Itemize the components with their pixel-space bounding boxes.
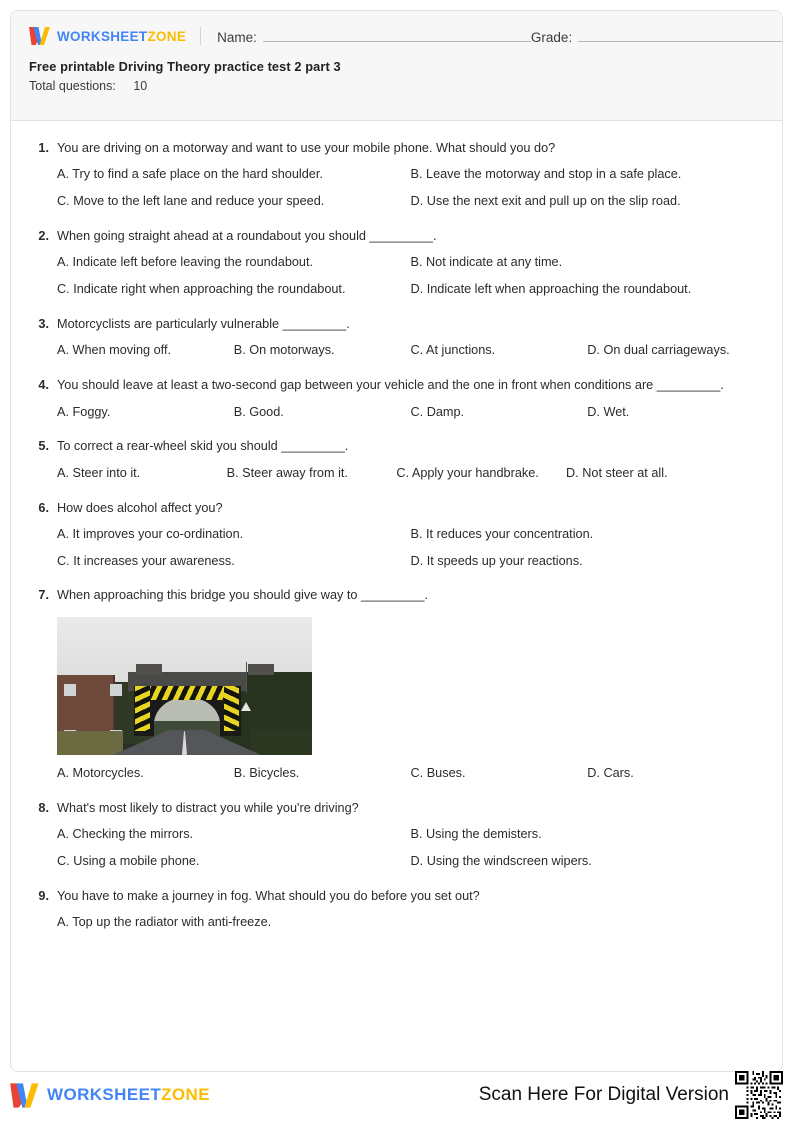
question-number: 1. [38,141,49,155]
option-a[interactable]: A. Indicate left before leaving the roundabout. [57,255,314,270]
question-number: 3. [38,316,49,331]
footer-wordmark-zone: ZONE [161,1085,210,1104]
scan-block[interactable] [479,1071,783,1119]
option-row [57,853,764,871]
option-a[interactable]: A. Motorcycles. [57,765,144,780]
photo-chevron-marking-left [135,686,150,732]
question-text: When approaching this bridge you should give way to _________. [57,588,429,603]
question-heading [29,139,764,157]
grade-input-line[interactable] [578,28,783,42]
option-a[interactable]: A. Foggy. [57,404,111,419]
option-row [57,254,764,272]
question-number: 7. [38,588,49,603]
option-a[interactable]: A. Steer into it. [57,465,141,480]
footer-brand-logo[interactable] [10,1082,210,1109]
total-questions-value: 10 [133,79,148,93]
worksheet-footer [10,1074,783,1116]
question-heading [29,499,764,517]
option-b[interactable]: B. Leave the motorway and stop in a safe place. [410,167,682,182]
option-c[interactable]: C. At junctions. [410,343,496,358]
question-heading [29,315,764,333]
brand-logo[interactable] [29,26,186,46]
question-item [29,799,764,871]
question-text: What's most likely to distract you while you're driving? [57,800,359,815]
scan-label: Scan Here For Digital Version [478,1084,729,1105]
question-text: You have to make a journey in fog. What should you do before you set out? [57,888,480,903]
option-row [57,404,764,422]
worksheet-header [11,11,782,121]
header-divider [200,27,201,45]
question-number: 2. [38,228,49,243]
option-b[interactable]: B. On motorways. [233,343,335,358]
option-a[interactable]: A. Top up the radiator with anti-freeze. [57,915,272,930]
grade-field[interactable] [531,28,783,45]
option-b[interactable]: B. Good. [233,404,284,419]
option-row [57,914,764,932]
photo-verge-right [251,729,312,755]
question-item [29,887,764,932]
option-row [57,465,764,483]
question-item [29,437,764,482]
option-row [57,826,764,844]
brand-wordmark [57,29,186,44]
header-top-row [11,11,782,47]
question-text: To correct a rear-wheel skid you should _________. [57,439,349,454]
questions-list [11,121,782,932]
option-c[interactable]: C. Indicate right when approaching the roundabout. [57,282,346,297]
option-d[interactable]: D. Not steer at all. [566,465,668,480]
question-item [29,315,764,360]
question-text: How does alcohol affect you? [57,500,223,515]
question-heading [29,227,764,245]
question-options [29,342,764,360]
question-item [29,376,764,421]
option-row [57,166,764,184]
question-options [29,526,764,571]
question-options [29,765,764,783]
question-text: When going straight ahead at a roundabout you should _________. [57,228,437,243]
footer-brand-wordmark [47,1085,210,1105]
question-options [29,404,764,422]
option-d[interactable]: D. Using the windscreen wipers. [410,853,592,868]
question-options [29,465,764,483]
option-d[interactable]: D. On dual carriageways. [587,343,730,358]
option-d[interactable]: D. Wet. [587,404,630,419]
option-c[interactable]: C. Move to the left lane and reduce your speed. [57,194,325,209]
question-number: 9. [38,888,49,903]
total-questions-row [29,79,764,93]
photo-brick-building [57,675,115,738]
photo-bridge-parapet [136,664,162,675]
photo-verge-left [57,731,123,754]
option-row [57,526,764,544]
question-heading [29,586,764,604]
page-title: Free printable Driving Theory practice test 2 part 3 [29,59,341,74]
question-number: 4. [38,378,49,393]
option-a[interactable]: A. Checking the mirrors. [57,827,194,842]
question-options [29,254,764,299]
grade-label: Grade: [530,29,573,45]
total-questions-label: Total questions: [29,79,116,93]
option-d[interactable]: D. It speeds up your reactions. [410,553,583,568]
worksheet-page [10,10,783,1072]
name-input-line[interactable] [263,28,531,42]
question-number: 8. [38,800,49,815]
worksheet-zone-logo-icon [29,26,51,46]
name-field[interactable] [217,28,531,45]
brand-wordmark-worksheet: WORKSHEET [57,28,148,44]
option-d[interactable]: D. Cars. [587,765,634,780]
option-b[interactable]: B. Bicycles. [233,765,300,780]
option-d[interactable]: D. Use the next exit and pull up on the slip road. [410,194,681,209]
question-number: 6. [38,500,49,515]
brand-wordmark-zone: ZONE [147,28,187,44]
option-c[interactable]: C. Apply your handbrake. [396,465,539,480]
option-row [57,281,764,299]
question-heading [29,799,764,817]
question-heading [29,887,764,905]
question-options [29,166,764,211]
bridge-photo [57,617,312,755]
question-item [29,586,764,782]
question-text: You should leave at least a two-second gap between your vehicle and the one in front when conditions are _________. [57,378,724,393]
option-row [57,765,764,783]
option-row [57,193,764,211]
question-item [29,499,764,571]
option-b[interactable]: B. Steer away from it. [226,465,348,480]
question-item [29,139,764,211]
worksheet-zone-logo-icon [10,1082,40,1109]
option-c[interactable]: C. Using a mobile phone. [57,853,200,868]
photo-warning-sign [241,702,251,711]
option-a[interactable]: A. It improves your co-ordination. [57,526,244,541]
photo-utility-pole [246,662,248,692]
question-item [29,227,764,299]
qr-code-icon[interactable] [735,1071,783,1119]
option-d[interactable]: D. Indicate left when approaching the roundabout. [410,282,692,297]
name-label: Name: [217,29,257,45]
option-a[interactable]: A. Try to find a safe place on the hard shoulder. [57,167,323,182]
option-row [57,342,764,360]
option-b[interactable]: B. It reduces your concentration. [410,526,594,541]
question-heading [29,376,764,394]
option-b[interactable]: B. Using the demisters. [410,827,542,842]
title-block [11,47,782,93]
option-b[interactable]: B. Not indicate at any time. [410,255,563,270]
photo-chevron-marking-right [224,686,239,732]
question-number: 5. [38,439,49,454]
question-options [29,914,764,932]
question-text: You are driving on a motorway and want to use your mobile phone. What should you do? [57,141,556,155]
question-heading [29,437,764,455]
question-options [29,826,764,871]
option-c[interactable]: C. Damp. [410,404,465,419]
question-text: Motorcyclists are particularly vulnerable _________. [57,316,350,331]
footer-wordmark-worksheet: WORKSHEET [47,1085,162,1104]
option-a[interactable]: A. When moving off. [57,343,172,358]
option-c[interactable]: C. It increases your awareness. [57,553,235,568]
option-c[interactable]: C. Buses. [410,765,466,780]
option-row [57,553,764,571]
